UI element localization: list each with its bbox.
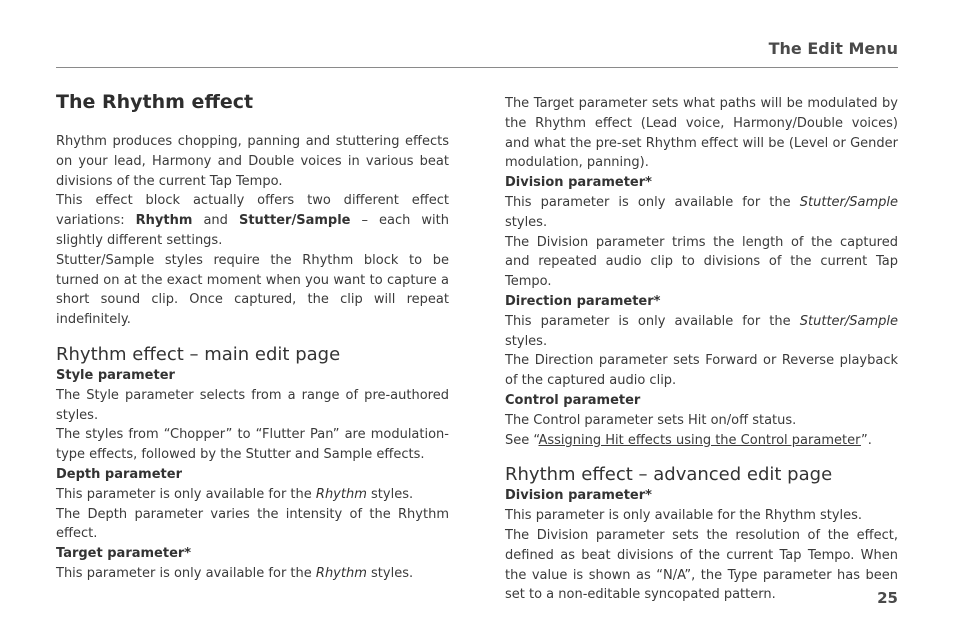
stutter-variation-label: Stutter/Sample <box>238 213 351 229</box>
advanced-edit-heading: Rhythm effect – advanced edit page <box>505 464 833 486</box>
intro-paragraph-1: Rhythm produces chopping, panning and stuttering effects on your lead, Harmony and Double voices in various beat divisions of the current Tap Tempo. <box>56 134 449 189</box>
division-parameter-heading: Division parameter* <box>505 175 652 191</box>
depth-paragraph-2: The Depth parameter varies the intensity of the Rhythm effect. <box>56 506 449 542</box>
main-edit-heading: Rhythm effect – main edit page <box>56 343 341 365</box>
page-number: 25 <box>877 589 898 607</box>
target-paragraph-2: The Target parameter sets what paths will be modulated by the Rhythm effect (Lead voice, Harmony/Double voices) and what the pre-set Rhythm effect will be (Level or Gender modulation, panning). <box>505 96 898 171</box>
control-paragraph-2: See “Assigning Hit effects using the Control parameter”. <box>505 432 872 448</box>
section-title: The Edit Menu <box>768 39 898 58</box>
page-title: The Rhythm effect <box>56 91 254 113</box>
direction-parameter-heading: Direction parameter* <box>505 293 661 309</box>
target-paragraph-1: This parameter is only available for the Rhythm styles. <box>56 565 414 581</box>
division-paragraph-1: This parameter is only available for the Stutter/Sample styles. <box>505 194 899 230</box>
right-column <box>505 94 898 605</box>
advanced-division-paragraph-1: This parameter is only available for the Rhythm styles. <box>505 508 863 524</box>
direction-paragraph-1: This parameter is only available for the Stutter/Sample styles. <box>505 313 899 349</box>
page-header <box>56 37 898 68</box>
intro-paragraph-3: Stutter/Sample styles require the Rhythm block to be turned on at the exact moment when you want to capture a short sound clip. Once captured, the clip will repeat indefinitely. <box>56 252 449 328</box>
direction-paragraph-2: The Direction parameter sets Forward or Reverse playback of the captured audio clip. <box>505 353 898 389</box>
style-parameter-heading: Style parameter <box>56 367 175 383</box>
rhythm-variation-label: Rhythm <box>135 213 193 229</box>
division-paragraph-2: The Division parameter trims the length of the captured and repeated audio clip to divisions of the current Tap Tempo. <box>505 234 898 290</box>
target-parameter-heading: Target parameter* <box>56 546 192 562</box>
left-column <box>56 90 449 584</box>
advanced-division-paragraph-2: The Division parameter sets the resolution of the effect, defined as beat divisions of the current Tap Tempo. When the value is shown as “N/A”, the Type parameter has been set to a non-editable syncopated pattern. <box>505 527 898 603</box>
style-paragraph-1: The Style parameter selects from a range of pre-authored styles. <box>56 387 449 423</box>
depth-paragraph-1: This parameter is only available for the Rhythm styles. <box>56 486 414 502</box>
intro-paragraph-2: This effect block actually offers two different effect variations: Rhythm and Stutter/Sample – each with slightly different settings. <box>56 193 449 248</box>
depth-parameter-heading: Depth parameter <box>56 466 182 482</box>
style-paragraph-2: The styles from “Chopper” to “Flutter Pan” are modulation-type effects, followed by the Stutter and Sample effects. <box>56 427 449 463</box>
control-paragraph-1: The Control parameter sets Hit on/off status. <box>505 412 797 428</box>
advanced-division-heading: Division parameter* <box>505 488 652 504</box>
control-parameter-link[interactable]: Assigning Hit effects using the Control parameter <box>538 432 861 448</box>
control-parameter-heading: Control parameter <box>505 392 641 408</box>
